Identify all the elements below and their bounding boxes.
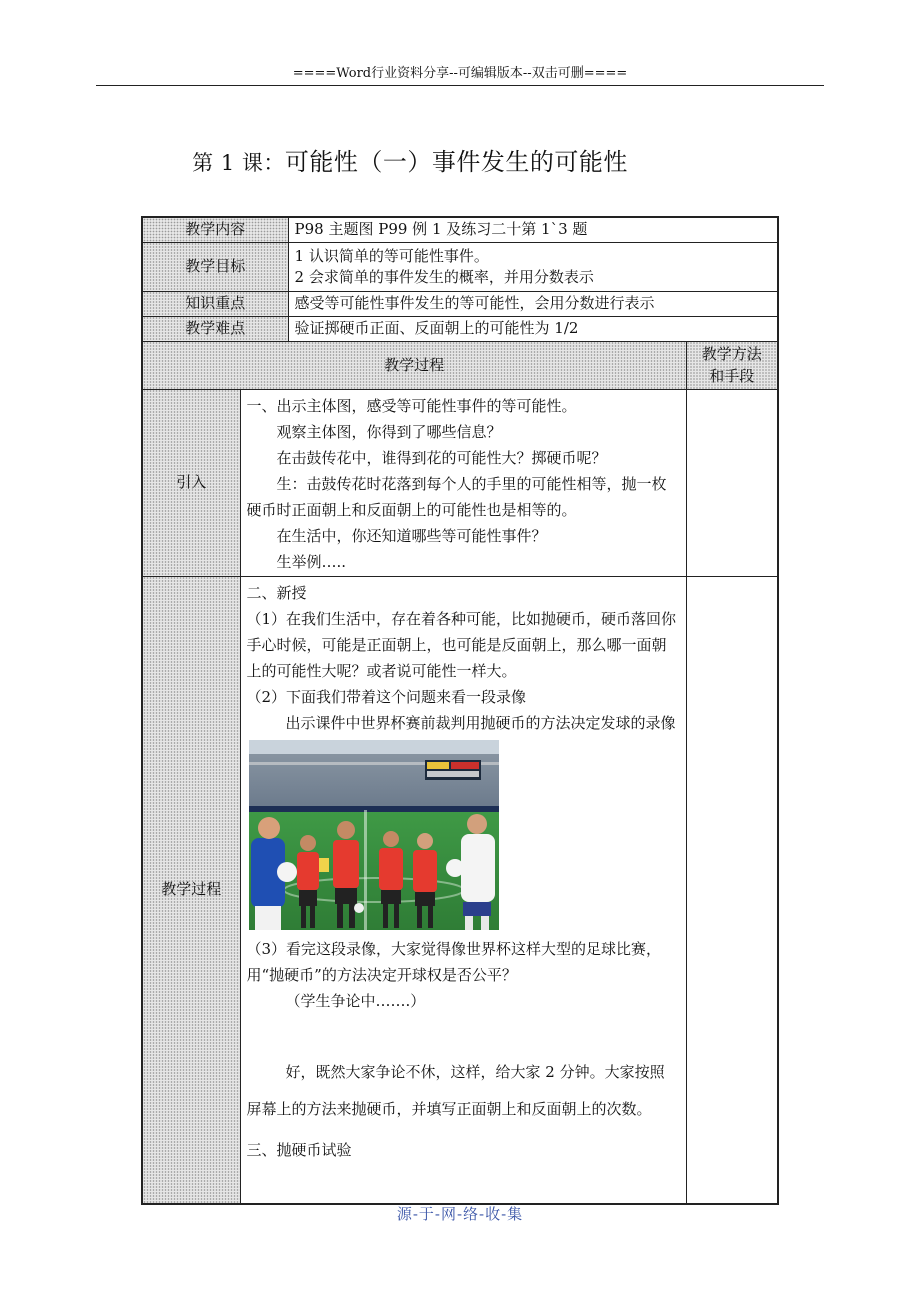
- page-footer: 源-于-网-络-收-集: [396, 1205, 524, 1223]
- process-p7: 三、抛硬币试验: [246, 1140, 352, 1159]
- process-p5: （学生争论中…….）: [285, 991, 426, 1010]
- process-p4: （3）看完这段录像，大家觉得像世界杯这样大型的足球比赛，用“抛硬币”的方法决定开球权是否公平？: [246, 939, 662, 984]
- intro-line-6: 生举例…..: [276, 552, 347, 571]
- page-header: ====Word行业资料分享--可编辑版本--双击可删====: [96, 66, 824, 86]
- row-process: [142, 576, 778, 1204]
- intro-line-3: 在击鼓传花中，谁得到花的可能性大？掷硬币呢？: [276, 448, 607, 467]
- lesson-title: 可能性（一）事件发生的可能性: [284, 148, 628, 176]
- intro-line-2: 观察主体图，你得到了哪些信息？: [276, 422, 502, 441]
- value-difficulty: 验证掷硬币正面、反面朝上的可能性为 1/2: [288, 316, 778, 341]
- process-spacer: [247, 1014, 680, 1054]
- label-goals: 教学目标: [142, 242, 288, 291]
- process-p6: 好，既然大家争论不休，这样，给大家 2 分钟。大家按照屏幕上的方法来抛硬币，并填写正面朝上和反面朝上的次数。: [246, 1062, 665, 1118]
- header-process: 教学过程: [142, 341, 686, 389]
- intro-line-4: 生：击鼓传花时花落到每个人的手里的可能性相等，抛一枚硬币时正面朝上和反面朝上的可能性也是相等的。: [246, 474, 667, 519]
- world-cup-coin-toss-photo: [249, 740, 499, 930]
- row-difficulty: [142, 316, 778, 341]
- process-method: [686, 576, 778, 1204]
- lesson-number: 第 1 课：: [192, 151, 285, 175]
- intro-content: [240, 389, 686, 576]
- value-content: P98 主题图 P99 例 1 及练习二十第 1`3 题: [288, 217, 778, 242]
- value-goals: [288, 242, 778, 291]
- label-difficulty: 教学难点: [142, 316, 288, 341]
- row-process-header: [142, 341, 778, 389]
- intro-method: [686, 389, 778, 576]
- row-key-point: [142, 291, 778, 316]
- row-intro: [142, 389, 778, 576]
- label-content: 教学内容: [142, 217, 288, 242]
- header-method: [686, 341, 778, 389]
- label-key-point: 知识重点: [142, 291, 288, 316]
- header-method-line-2: 和手段: [709, 367, 755, 385]
- intro-line-1: 一、出示主体图，感受等可能性事件的等可能性。: [246, 396, 577, 415]
- lesson-plan-table: [141, 216, 779, 1205]
- process-p1: （1）在我们生活中，存在着各种可能，比如抛硬币，硬币落回你手心时候，可能是正面朝上，也可能是反面朝上，那么哪一面朝上的可能性大呢？或者说可能性一样大。: [246, 609, 677, 680]
- process-p2: （2）下面我们带着这个问题来看一段录像: [246, 687, 527, 706]
- process-content: [240, 576, 686, 1204]
- process-p3: 出示课件中世界杯赛前裁判用抛硬币的方法决定发球的录像: [285, 713, 676, 732]
- label-intro: 引入: [142, 389, 240, 576]
- goal-1: 1 认识简单的等可能性事件。: [294, 246, 489, 265]
- label-process: 教学过程: [142, 576, 240, 1204]
- page-title: [0, 142, 820, 177]
- header-method-line-1: 教学方法: [701, 345, 762, 363]
- intro-line-5: 在生活中，你还知道哪些等可能性事件？: [276, 526, 547, 545]
- process-section-title: 二、新授: [246, 583, 307, 602]
- row-content: [142, 217, 778, 242]
- goal-2: 2 会求简单的事件发生的概率，并用分数表示: [294, 267, 594, 286]
- value-key-point: 感受等可能性事件发生的等可能性，会用分数进行表示: [288, 291, 778, 316]
- row-goals: [142, 242, 778, 291]
